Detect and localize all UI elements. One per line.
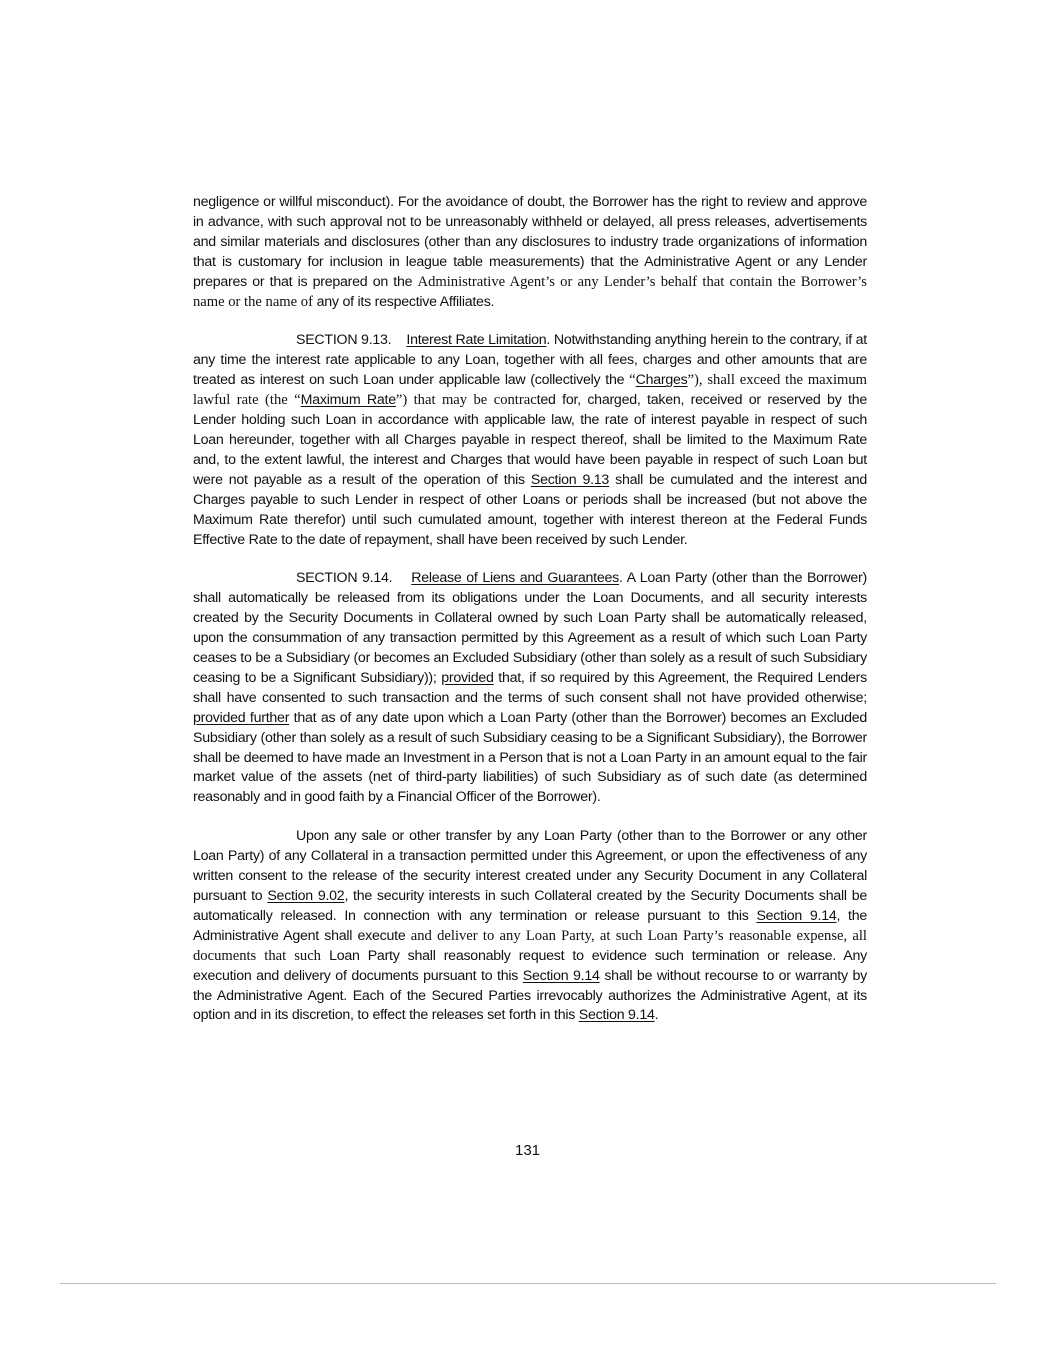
section-9-14-paragraph: SECTION 9.14. Release of Liens and Guarantees. A Loan Party (other than the Borrower) shall automatically be released from its obligations under the Loan Documents, and all security interests created by the Security Documents in Collateral owned by such Loan Party shall be automatically released, upon the consummation of any transaction permitted by this Agreement as a result of which such Loan Party ceases to be a Subsidiary (or becomes an Excluded Subsidiary (other than solely as a result of such Subsidiary ceasing to be a Significant Subsidiary)); provided that, if so required by this Agreement, the Required Lenders shall have consented to such transaction and the terms of such consent shall not have provided otherwise; provided further that as of any date upon which a Loan Party (other than the Borrower) becomes an Excluded Subsidiary (other than solely as a result of such Subsidiary ceasing to be a Significant Subsidiary), the Borrower shall be deemed to have made an Investment in a Person that is not a Loan Party in an amount equal to the fair market value of the assets (net of third-party liabilities) of such Subsidiary as of such date (as determined reasonably and in good faith by a Financial Officer of the Borrower).: [193, 570, 867, 806]
release-paragraph: Upon any sale or other transfer by any Loan Party (other than to the Borrower or any other Loan Party) of any Collateral in a transaction permitted under this Agreement, or upon the effectiveness of any written consent to the release of the security interest created under any Security Document in any Collateral pursuant to Section 9.02, the security interests in such Collateral created by the Security Documents shall be automatically released. In connection with any termination or release pursuant to this Section 9.14, the Administrative Agent shall execute and deliver to any Loan Party, at such Loan Party’s reasonable expense, all documents that such Loan Party shall reasonably request to evidence such termination or release. Any execution and delivery of documents pursuant to this Section 9.14 shall be without recourse to or warranty by the Administrative Agent. Each of the Secured Parties irrevocably authorizes the Administrative Agent, at its option and in its discretion, to effect the releases set forth in this Section 9.14.: [193, 828, 867, 1024]
defined-term: Maximum Rate: [300, 392, 396, 409]
section-reference: Section 9.02: [267, 888, 345, 904]
section-reference: Section 9.13: [530, 471, 610, 488]
section-title: Release of Liens and Guarantees: [411, 570, 619, 587]
provided-further-term: provided further: [193, 709, 290, 726]
paragraph-continuation: negligence or willful misconduct). For the avoidance of doubt, the Borrower has the right to review and approve in advance, with such approval not to be unreasonably withheld or delayed, all press releases, advertisements and similar materials and disclosures (other than any disclosures to industry trade organizations of information that is customary for inclusion in league table measurements) that the Administrative Agent or any Lender prepares or that is prepared on the Administrative Agent’s or any Lender’s behalf that contain the Borrower’s name or the name of any of its respective Affiliates.: [193, 194, 867, 310]
section-reference: Section 9.14: [578, 1007, 655, 1024]
body-text: [193, 193, 867, 1045]
section-title: Interest Rate Limitation: [406, 332, 547, 349]
footer-divider: [60, 1283, 996, 1284]
defined-term: Charges: [635, 372, 688, 389]
section-number: SECTION 9.14.: [296, 570, 393, 587]
section-reference: Section 9.14: [756, 907, 837, 924]
section-reference: Section 9.14: [522, 967, 600, 984]
provided-term: provided: [441, 669, 494, 686]
page-number: 131: [514, 1142, 541, 1159]
section-9-13-paragraph: SECTION 9.13. Interest Rate Limitation. Notwithstanding anything herein to the contrary, if at any time the interest rate applicable to any Loan, together with all fees, charges and other amounts that are treated as interest on such Loan under applicable law (collectively the “Charges”), shall exceed the maximum lawful rate (the “Maximum Rate”) that may be contracted for, charged, taken, received or reserved by the Lender holding such Loan in accordance with applicable law, the rate of interest payable in respect of such Loan hereunder, together with all Charges payable in respect thereof, shall be limited to the Maximum Rate and, to the extent lawful, the interest and Charges that would have been payable in respect of such Loan but were not payable as a result of the operation of this Section 9.13 shall be cumulated and the interest and Charges payable to such Lender in respect of other Loans or periods shall be increased (but not above the Maximum Rate therefor) until such cumulated amount, together with interest thereon at the Federal Funds Effective Rate to the date of repayment, shall have been received by such Lender.: [193, 332, 868, 548]
section-number: SECTION 9.13.: [296, 332, 392, 349]
